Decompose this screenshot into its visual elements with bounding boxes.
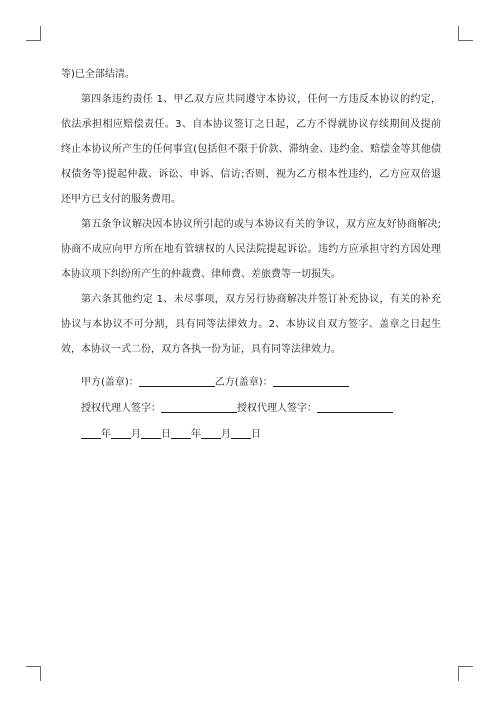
party-a-label: 甲方(盖章)： xyxy=(81,377,139,388)
month-label: 月 xyxy=(131,429,141,440)
day-a-blank[interactable] xyxy=(141,428,161,439)
crop-mark-top-right xyxy=(458,26,473,41)
year-label: 年 xyxy=(191,429,201,440)
month-a-blank[interactable] xyxy=(111,428,131,439)
month-b-blank[interactable] xyxy=(201,428,221,439)
paragraph-line: 协议与本协议不可分割，具有同等法律效力。2、本协议自双方签字、盖章之日起生 xyxy=(61,319,441,330)
paragraph-line: 终止本协议所产生的任何事宜(包括但不限于价款、滞纳金、违约金、赔偿金等其他债 xyxy=(61,144,441,155)
year-label: 年 xyxy=(101,429,111,440)
party-seal-line xyxy=(81,373,349,388)
month-label: 月 xyxy=(221,429,231,440)
paragraph-line: 依法承担相应赔偿责任。3、自本协议签订之日起，乙方不得就协议存续期间及提前 xyxy=(61,119,441,130)
paragraph-line: 效，本协议一式二份，双方各执一份为证，具有同等法律效力。 xyxy=(61,344,341,355)
agent-a-blank[interactable] xyxy=(161,402,237,413)
paragraph-line: 第六条其他约定 1、未尽事项，双方另行协商解决并签订补充协议，有关的补充 xyxy=(81,294,441,305)
year-b-blank[interactable] xyxy=(171,428,191,439)
paragraph-line: 第五条争议解决因本协议所引起的或与本协议有关的争议，双方应友好协商解决; xyxy=(81,219,441,230)
day-label: 日 xyxy=(161,429,171,440)
paragraph-line: 等)已全部结清。 xyxy=(61,69,135,80)
crop-mark-top-left xyxy=(26,26,41,41)
party-b-label: 乙方(盖章)： xyxy=(214,377,273,388)
paragraph-line: 还甲方已支付的服务费用。 xyxy=(61,194,181,205)
agent-a-label: 授权代理人签字： xyxy=(81,403,161,414)
day-label: 日 xyxy=(251,429,261,440)
paragraph-line: 本协议项下纠纷所产生的仲裁费、律师费、差旅费等一切损失。 xyxy=(61,269,341,280)
agent-b-blank[interactable] xyxy=(317,402,393,413)
contract-body xyxy=(61,62,441,362)
agent-b-label: 授权代理人签字： xyxy=(237,403,317,414)
paragraph-line: 权债务等)提起仲裁、诉讼、申诉、信访;否则，视为乙方根本性违约，乙方应双倍退 xyxy=(61,169,441,180)
crop-mark-bottom-right xyxy=(458,666,473,681)
year-a-blank[interactable] xyxy=(81,428,101,439)
agent-signature-line xyxy=(81,399,393,414)
date-line xyxy=(81,425,261,440)
day-b-blank[interactable] xyxy=(231,428,251,439)
party-b-blank[interactable] xyxy=(273,376,349,387)
paragraph-line: 协商不成应向甲方所在地有管辖权的人民法院提起诉讼。违约方应承担守约方因处理 xyxy=(61,244,441,255)
paragraph-line: 第四条违约责任 1、甲乙双方应共同遵守本协议，任何一方违反本协议的约定， xyxy=(81,94,441,105)
party-a-blank[interactable] xyxy=(139,376,215,387)
crop-mark-bottom-left xyxy=(26,666,41,681)
